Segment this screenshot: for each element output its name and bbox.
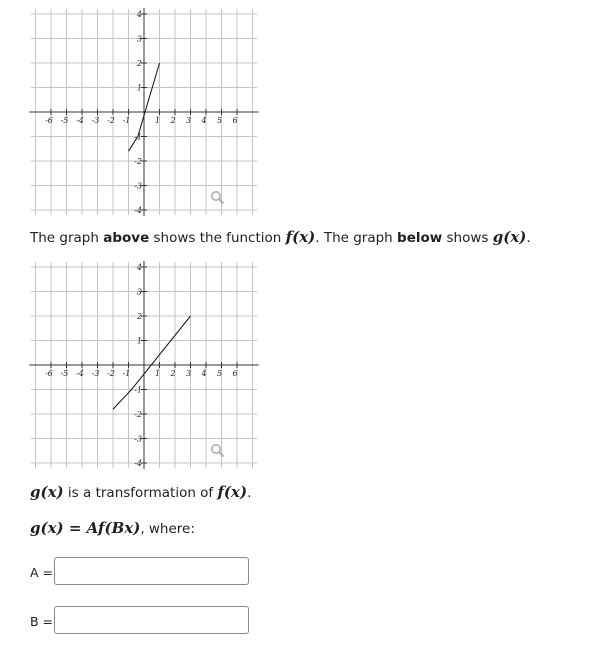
x-tick-label: -4	[76, 116, 84, 125]
y-tick-label: 2	[136, 59, 142, 68]
a-input[interactable]	[54, 557, 249, 585]
y-tick-label: -3	[134, 181, 142, 191]
x-tick-label: 6	[232, 369, 238, 378]
a-label: A =	[30, 565, 53, 580]
x-tick-label: -5	[60, 116, 69, 125]
y-tick-label: -2	[134, 410, 142, 419]
desc-text-5: .	[526, 230, 531, 246]
x-tick-label: 2	[170, 116, 176, 125]
desc-text-4: shows	[442, 230, 493, 246]
x-tick-label: 3	[185, 369, 192, 378]
transform-text: is a transformation of	[63, 485, 218, 501]
y-tick-label: -1	[134, 385, 142, 395]
transform-end: .	[247, 485, 252, 501]
graph-g	[28, 263, 238, 468]
graph-g-svg	[28, 263, 238, 468]
x-tick-label: -3	[91, 369, 100, 378]
x-tick-label: 5	[216, 116, 223, 125]
x-tick-label: 5	[216, 369, 223, 378]
function-curve-bottom	[113, 316, 191, 409]
y-tick-label: -2	[134, 157, 142, 166]
b-input[interactable]	[54, 606, 249, 634]
formula-end: , where:	[140, 521, 195, 537]
x-tick-label: -4	[76, 369, 84, 378]
y-tick-label: -1	[134, 132, 142, 142]
y-tick-label: 1	[136, 336, 142, 346]
y-tick-label: 4	[136, 263, 142, 272]
x-tick-label: 4	[201, 369, 207, 378]
x-tick-label: -2	[107, 116, 115, 125]
desc-f-math: f(x)	[285, 228, 316, 246]
x-tick-label: -1	[122, 369, 131, 378]
x-tick-label: -1	[122, 116, 131, 125]
x-tick-label: 6	[232, 116, 238, 125]
y-tick-label: -4	[134, 459, 142, 468]
desc-text-3: . The graph	[315, 230, 398, 246]
graph-f	[28, 10, 238, 215]
formula-eq: =	[63, 519, 87, 537]
desc-text-1: The graph	[30, 230, 104, 246]
transform-g-math: g(x)	[30, 483, 64, 501]
x-tick-label: 4	[201, 116, 207, 125]
y-tick-label: 4	[136, 10, 142, 19]
formula-rhs: Af(Bx)	[86, 519, 141, 537]
y-tick-label: -3	[134, 434, 142, 444]
transformation-statement	[30, 483, 251, 501]
desc-text-2: shows the function	[149, 230, 286, 246]
graph-description	[30, 228, 531, 246]
y-tick-label: 1	[136, 83, 142, 93]
graph-f-svg	[28, 10, 238, 215]
x-tick-label: -2	[107, 369, 115, 378]
formula-statement	[30, 519, 195, 537]
y-tick-label: 2	[136, 312, 142, 321]
y-tick-label: -4	[134, 206, 142, 215]
x-tick-label: 2	[170, 369, 176, 378]
transform-f-math: f(x)	[217, 483, 248, 501]
x-tick-label: -6	[45, 116, 53, 125]
y-tick-label: 3	[136, 287, 142, 297]
x-tick-label: -6	[45, 369, 53, 378]
formula-lhs: g(x)	[30, 519, 64, 537]
y-tick-label: 3	[136, 34, 142, 44]
x-tick-label: -3	[91, 116, 100, 125]
x-tick-label: 3	[185, 116, 192, 125]
x-tick-label: 1	[154, 116, 161, 125]
desc-g-math: g(x)	[492, 228, 527, 246]
x-tick-label: -5	[60, 369, 69, 378]
desc-above: above	[103, 230, 150, 246]
x-tick-label: 1	[154, 369, 161, 378]
desc-below: below	[397, 230, 443, 246]
b-label: B =	[30, 614, 54, 629]
